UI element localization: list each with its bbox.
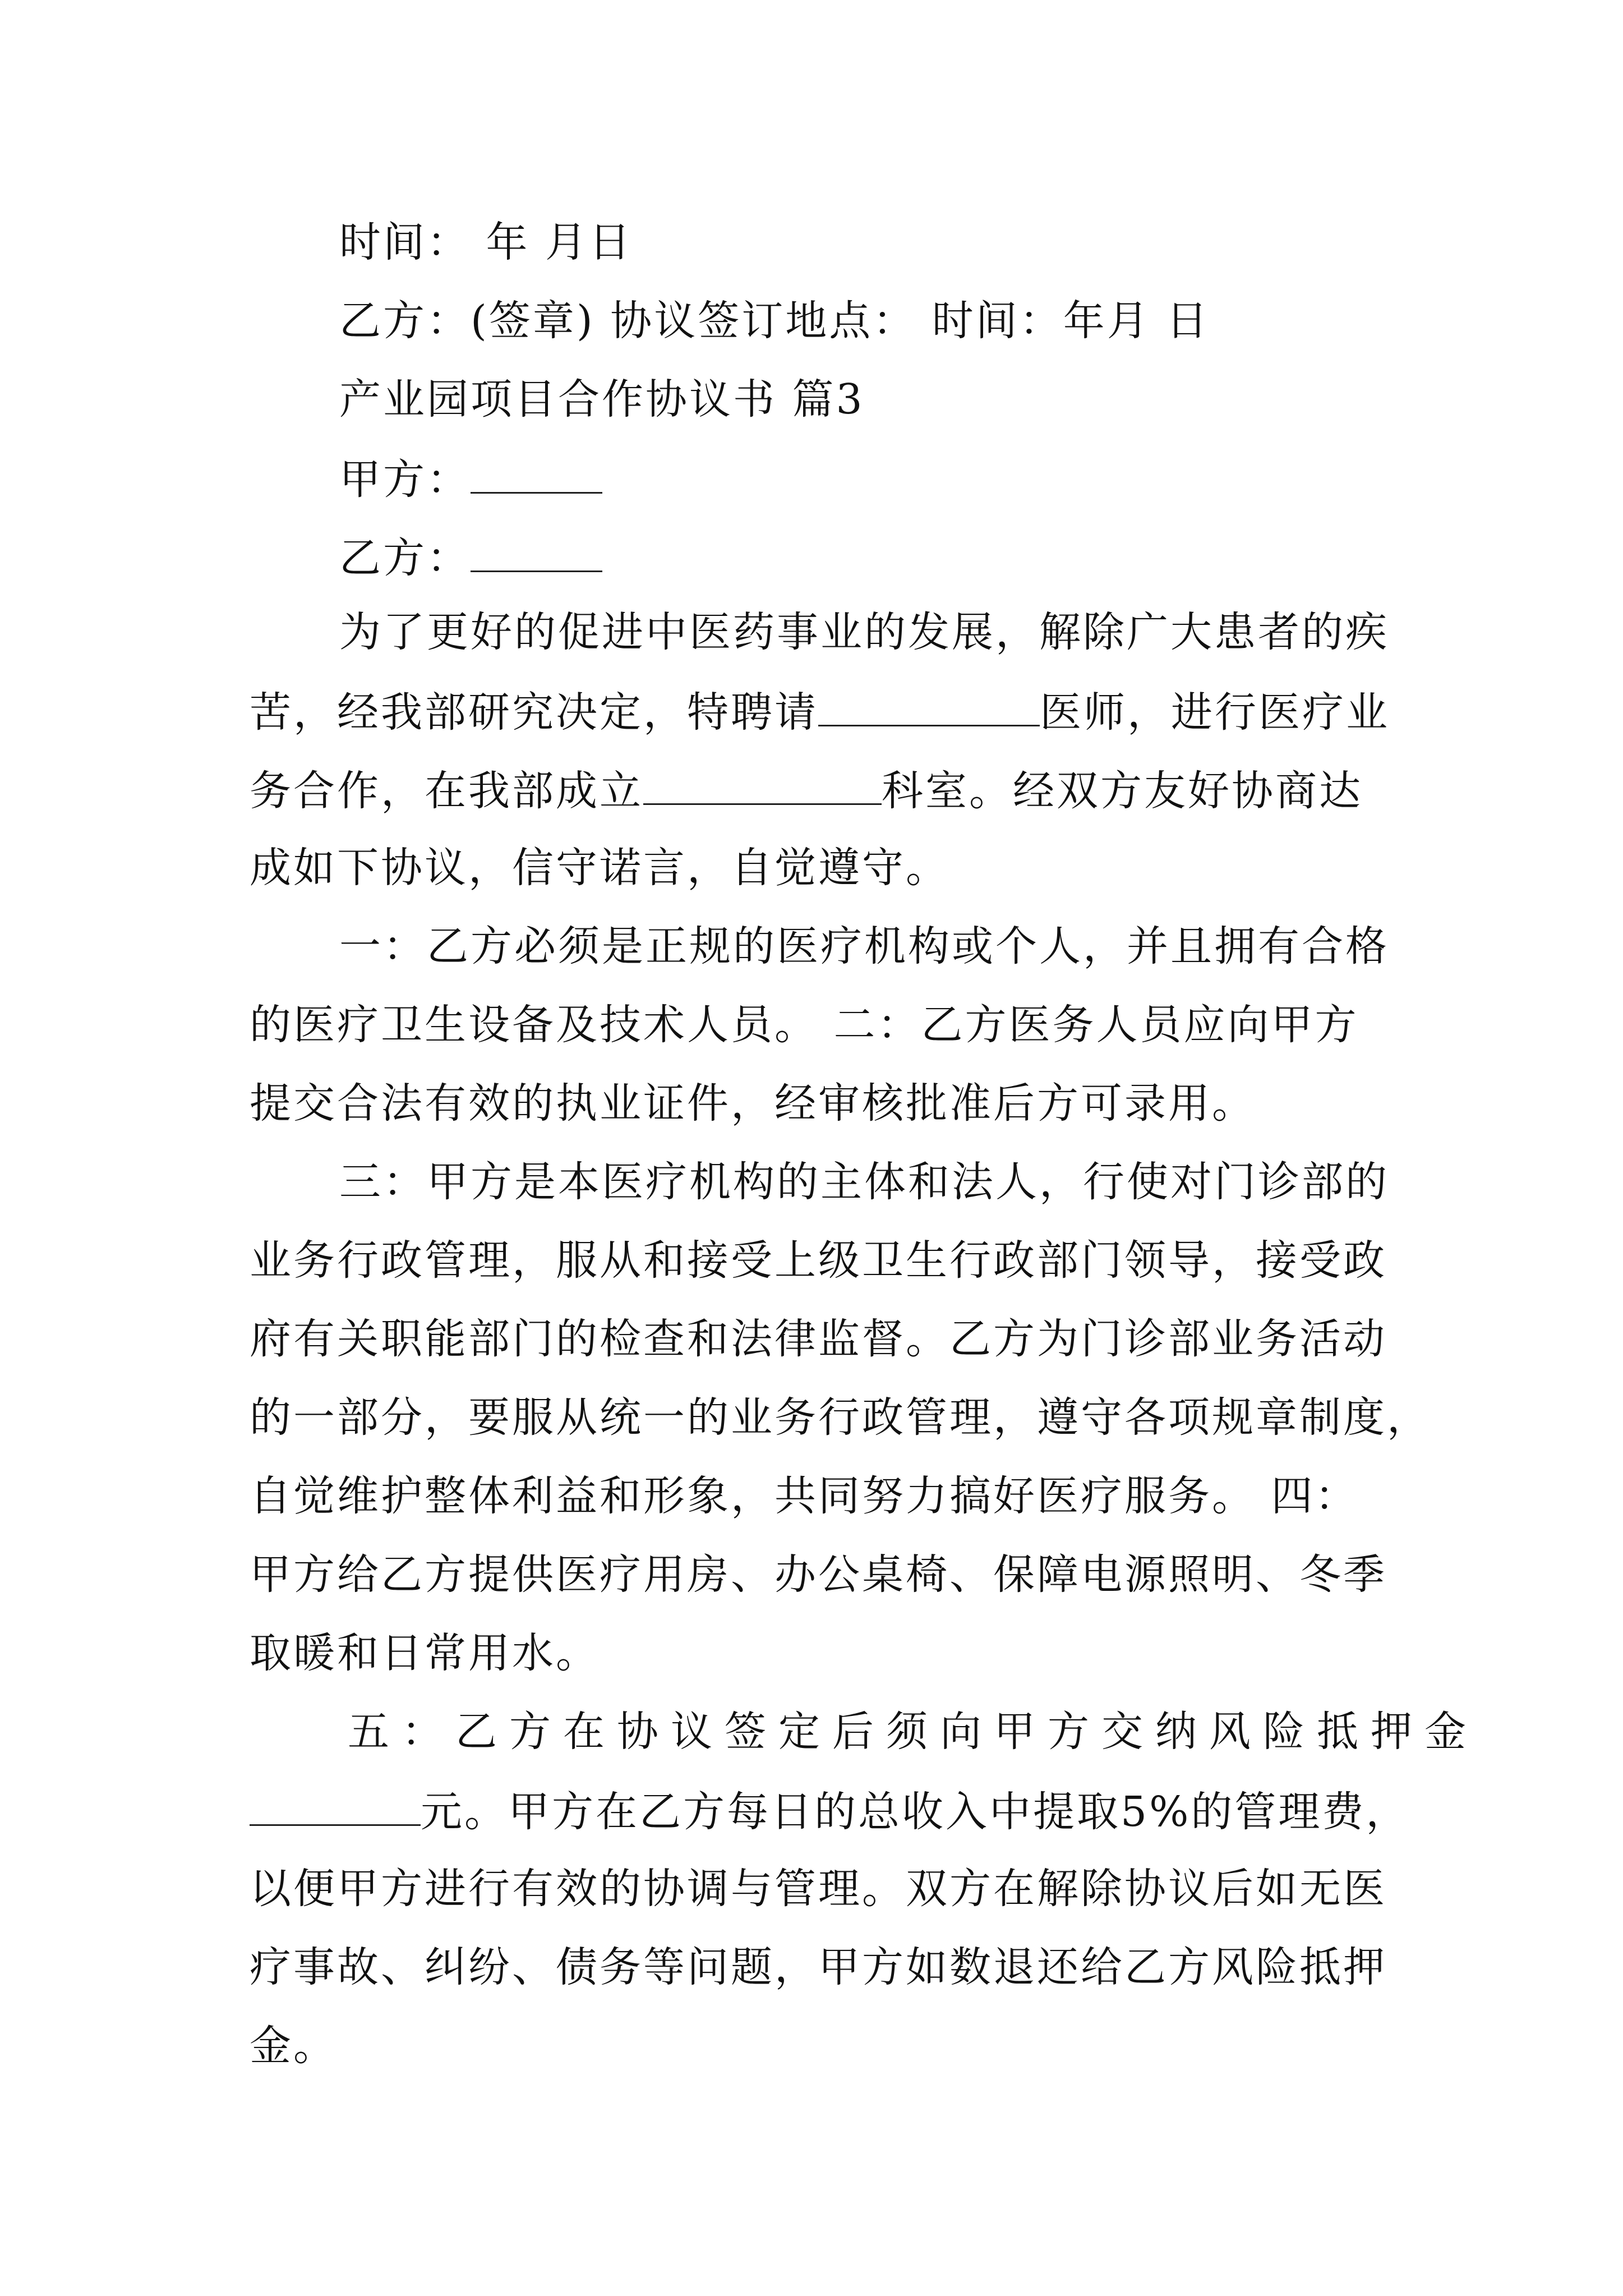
time-line: [339, 218, 633, 272]
department-blank: [643, 769, 882, 805]
section-title: [339, 375, 865, 429]
intro-text-2a: 苦，经我部研究决定，特聘请: [250, 688, 818, 737]
intro-text-3b: 科室。经双方友好协商达: [882, 767, 1363, 815]
party-b-signature-line: [339, 297, 1210, 351]
clause-1-text-1: 一：乙方必须是正规的医疗机构或个人，并且拥有合格: [339, 922, 1389, 970]
clause-5-text-4: 疗事故、纠纷、债务等问题，甲方如数退还给乙方风险抵押: [250, 1943, 1387, 1991]
clause-1-text-2: 的医疗卫生设备及技术人员。 二：乙方医务人员应向甲方: [250, 1001, 1359, 1049]
clause-4-line-7: [250, 1629, 600, 1683]
intro-line-2: [250, 690, 1390, 740]
intro-text-4: 成如下协议，信守诺言，自觉遵守。: [250, 844, 949, 892]
clause-2-line-3: [250, 1079, 1256, 1133]
clause-4-text-6: 甲方给乙方提供医疗用房、办公桌椅、保障电源照明、冬季: [250, 1550, 1387, 1599]
clause-5-text-5: 金。: [250, 2022, 337, 2070]
intro-text-2b: 医师，进行医疗业: [1040, 688, 1390, 737]
party-a-blank: [471, 457, 602, 494]
clause-3-text-5: 自觉维护整体利益和形象，共同努力搞好医疗服务。 四：: [250, 1472, 1359, 1520]
clause-5-line-4: [250, 1943, 1387, 1997]
clause-5-line-2: [250, 1789, 1409, 1840]
party-b-label: 乙方：: [339, 534, 471, 582]
clause-2-text-3: 提交合法有效的执业证件，经审核批准后方可录用。: [250, 1079, 1256, 1128]
clause-5-text-3: 以便甲方进行有效的协调与管理。双方在解除协议后如无医: [250, 1865, 1387, 1913]
clause-4-line-6: [250, 1550, 1387, 1604]
clause-3-line-4: [250, 1393, 1431, 1447]
clause-5-text-2: 元。甲方在乙方每日的总收入中提取5%的管理费，: [421, 1788, 1410, 1836]
party-b-blank: [471, 536, 602, 572]
deposit-amount-blank: [250, 1789, 421, 1826]
clause-1-line-2: [250, 1001, 1359, 1055]
clause-5-text-1: 五：乙方在协议签定后须向甲方交纳风险抵押金: [348, 1708, 1478, 1756]
clause-3-line-2: [250, 1236, 1387, 1290]
clause-3-text-1: 三：甲方是本医疗机构的主体和法人，行使对门诊部的: [339, 1158, 1389, 1206]
party-a-label: 甲方：: [339, 455, 471, 504]
intro-text-1: 为了更好的促进中医药事业的发展，解除广大患者的疾: [339, 608, 1389, 656]
party-b-signature-text: 乙方：(签章) 协议签订地点： 时间：年月 日: [339, 297, 1210, 345]
clause-3-line-1: [339, 1158, 1389, 1212]
party-a-line: [339, 457, 602, 508]
clause-3-text-3: 府有关职能部门的检查和法律监督。乙方为门诊部业务活动: [250, 1315, 1387, 1363]
clause-3-text-2: 业务行政管理，服从和接受上级卫生行政部门领导，接受政: [250, 1236, 1387, 1285]
clause-5-line-3: [250, 1865, 1387, 1918]
party-b-line: [339, 536, 602, 586]
time-line-text: 时间： 年 月日: [339, 218, 633, 266]
clause-5-line-1: [348, 1708, 1478, 1761]
clause-4-text-7: 取暖和日常用水。: [250, 1629, 600, 1677]
intro-line-3: [250, 769, 1363, 819]
intro-line-4: [250, 844, 949, 898]
intro-line-1: [339, 608, 1389, 662]
clause-1-line-1: [339, 922, 1389, 976]
clause-3-line-5: [250, 1472, 1359, 1526]
section-title-text: 产业园项目合作协议书 篇3: [339, 375, 865, 424]
clause-3-text-4: 的一部分，要服从统一的业务行政管理，遵守各项规章制度，: [250, 1393, 1431, 1442]
intro-text-3a: 务合作，在我部成立: [250, 767, 643, 815]
doctor-name-blank: [818, 690, 1040, 726]
clause-3-line-3: [250, 1315, 1387, 1369]
clause-5-line-5: [250, 2022, 337, 2076]
